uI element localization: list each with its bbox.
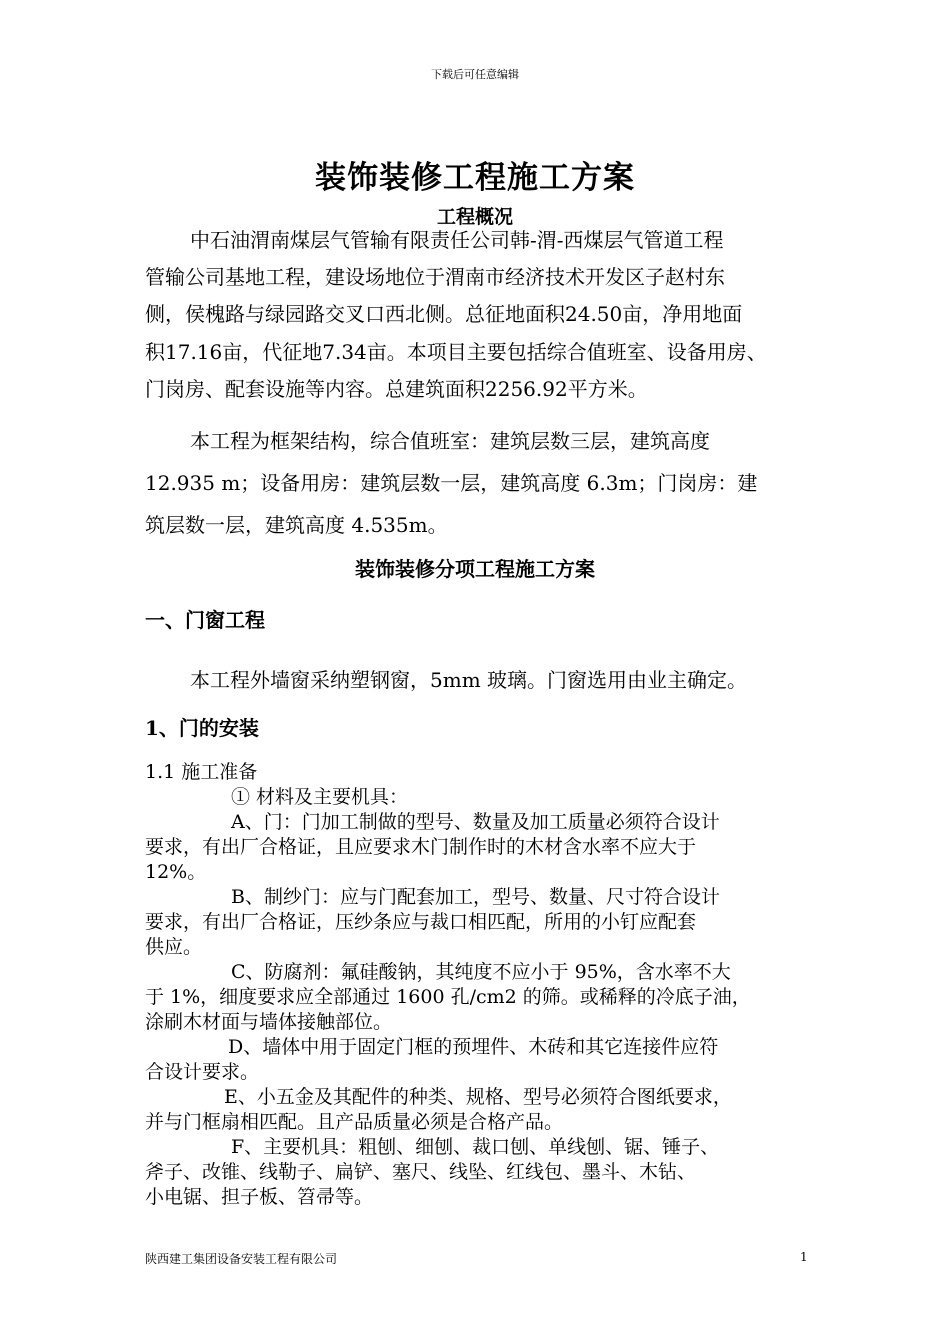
page-number: 1 [800, 1250, 808, 1264]
item-e-line: 并与门框扇相匹配。且产品质量必须是合格产品。 [145, 1111, 564, 1133]
structure-line: 本工程为框架结构，综合值班室：建筑层数三层，建筑高度 [190, 429, 710, 453]
item-b-line: 要求，有出厂合格证，压纱条应与裁口相匹配，所用的小钉应配套 [145, 911, 697, 933]
document-title: 装饰装修工程施工方案 [315, 160, 635, 196]
item-e-line: E、小五金及其配件的种类、规格、型号必须符合图纸要求， [224, 1086, 732, 1108]
overview-line: 管输公司基地工程，建设场地位于渭南市经济技术开发区子赵村东 [145, 265, 725, 289]
item-a-line: A、门：门加工制做的型号、数量及加工质量必须符合设计 [231, 811, 720, 833]
item-c-line: 于 1%，细度要求应全部通过 1600 孔/cm2 的筛。或稀释的冷底子油， [145, 986, 751, 1008]
item-d-line: 合设计要求。 [145, 1061, 260, 1083]
overview-heading: 工程概况 [436, 206, 513, 228]
door-heading: 1、门的安装 [145, 716, 259, 740]
overview-line: 中石油渭南煤层气管输有限责任公司韩-渭-西煤层气管道工程 [190, 228, 724, 252]
footer-company: 陕西建工集团设备安装工程有限公司 [145, 1252, 338, 1266]
overview-line: 侧，侯槐路与绿园路交叉口西北侧。总征地面积24.50亩，净用地面 [145, 302, 743, 326]
structure-line: 12.935 m；设备用房：建筑层数一层，建筑高度 6.3m；门岗房：建 [145, 471, 758, 495]
section-title: 装饰装修分项工程施工方案 [355, 557, 595, 581]
item-f-line: 斧子、改锥、线勒子、扁铲、塞尺、线坠、红线包、墨斗、木钻、 [145, 1161, 697, 1183]
item-a-line: 要求，有出厂合格证，且应要求木门制作时的木材含水率不应大于 [145, 836, 697, 858]
overview-line: 门岗房、配套设施等内容。总建筑面积2256.92平方米。 [145, 377, 648, 401]
item-b-line: B、制纱门：应与门配套加工，型号、数量、尺寸符合设计 [231, 886, 720, 908]
item-c-line: 涂刷木材面与墙体接触部位。 [145, 1011, 393, 1033]
prep-heading: 1.1 施工准备 [145, 761, 258, 783]
item-b-line: 供应。 [145, 936, 203, 958]
materials-heading: ① 材料及主要机具： [231, 786, 409, 808]
item-a-line: 12%。 [145, 861, 207, 883]
structure-line: 筑层数一层，建筑高度 4.535m。 [145, 513, 448, 537]
item-f-line: 小电锯、担子板、笤帚等。 [145, 1186, 374, 1208]
item-d-line: D、墙体中用于固定门框的预埋件、木砖和其它连接件应符 [228, 1036, 719, 1058]
item-c-line: C、防腐剂：氟硅酸钠，其纯度不应小于 95%，含水率不大 [231, 961, 731, 983]
header-note: 下载后可任意编辑 [431, 68, 519, 81]
part1-text: 本工程外墙窗采纳塑钢窗，5mm 玻璃。门窗选用由业主确定。 [190, 668, 748, 692]
part1-heading: 一、门窗工程 [145, 608, 265, 632]
item-f-line: F、主要机具：粗刨、细刨、裁口刨、单线刨、锯、锤子、 [231, 1136, 720, 1158]
overview-line: 积17.16亩，代征地7.34亩。本项目主要包括综合值班室、设备用房、 [145, 340, 767, 364]
